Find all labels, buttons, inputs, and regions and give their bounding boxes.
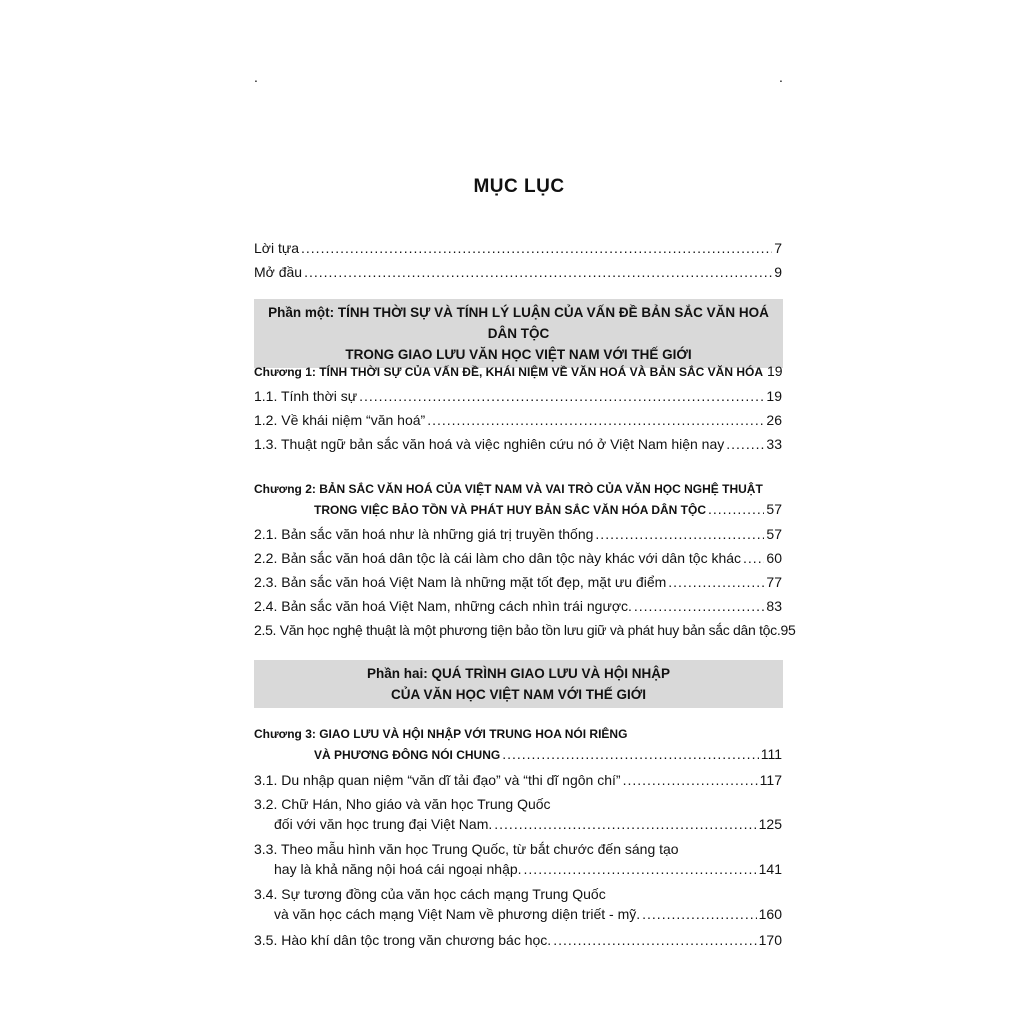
dot-leader <box>502 744 759 764</box>
dot-leader <box>726 434 764 454</box>
toc-entry-2-4[interactable] <box>254 596 782 616</box>
part-two-banner <box>254 660 783 708</box>
toc-entry-2-3[interactable] <box>254 572 782 592</box>
toc-page-number: 111 <box>760 746 782 762</box>
toc-entry-label: 1.3. Thuật ngữ bản sắc văn hoá và việc nghiên cứu nó ở Việt Nam hiện nay <box>254 436 725 452</box>
toc-entry-3-5[interactable] <box>254 930 782 950</box>
dot-leader <box>359 386 764 406</box>
toc-entry-3-4[interactable] <box>254 884 782 924</box>
toc-chapter-2[interactable] <box>254 479 782 519</box>
toc-page-number: 33 <box>766 436 782 452</box>
corner-dot-left: . <box>254 69 258 85</box>
toc-page-number: 141 <box>758 861 782 877</box>
toc-entry-label: 2.4. Bản sắc văn hoá Việt Nam, những cách nhìn trái ngược. <box>254 598 632 614</box>
dot-leader <box>304 262 772 282</box>
dot-leader <box>634 596 765 616</box>
chapter-heading-line2: VÀ PHƯƠNG ĐÔNG NÓI CHUNG <box>314 748 501 762</box>
chapter-heading-line1: Chương 3: GIAO LƯU VÀ HỘI NHẬP VỚI TRUNG HOA NÓI RIÊNG <box>254 727 628 741</box>
toc-entry-label: 2.3. Bản sắc văn hoá Việt Nam là những mặt tốt đẹp, mặt ưu điểm <box>254 574 667 590</box>
toc-entry-label: Lời tựa <box>254 240 300 256</box>
toc-page-number: 160 <box>758 906 782 922</box>
dot-leader <box>301 238 772 258</box>
dot-leader <box>494 814 756 834</box>
toc-entry-3-1[interactable] <box>254 770 782 790</box>
toc-entry-2-5[interactable] <box>254 620 796 640</box>
toc-page-number: 19 <box>767 363 783 379</box>
toc-entry-label-line2: đối với văn học trung đại Việt Nam. <box>274 816 493 832</box>
toc-page-number: 170 <box>758 932 782 948</box>
toc-page-number: 125 <box>758 816 782 832</box>
toc-entry-1-3[interactable] <box>254 434 782 454</box>
dot-leader <box>708 499 764 519</box>
toc-entry-2-1[interactable] <box>254 524 782 544</box>
toc-page-number: 95 <box>780 622 796 638</box>
toc-page-number: 77 <box>766 574 782 590</box>
toc-page-number: 83 <box>766 598 782 614</box>
chapter-heading-line1: Chương 2: BẢN SẮC VĂN HOÁ CỦA VIỆT NAM VÀ VAI TRÒ CỦA VĂN HỌC NGHỆ THUẬT <box>254 482 763 496</box>
toc-entry-label-line1: 3.2. Chữ Hán, Nho giáo và văn học Trung Quốc <box>254 796 551 812</box>
dot-leader <box>642 904 757 924</box>
toc-entry-label: Mở đầu <box>254 264 303 280</box>
toc-entry-label-line2: và văn học cách mạng Việt Nam về phương diện triết - mỹ. <box>274 906 641 922</box>
dot-leader <box>743 548 764 568</box>
dot-leader <box>668 572 764 592</box>
toc-entry-label-line1: 3.4. Sự tương đồng của văn học cách mạng Trung Quốc <box>254 886 606 902</box>
toc-entry-1-2[interactable] <box>254 410 782 430</box>
toc-entry-3-2[interactable] <box>254 794 782 834</box>
toc-entry-label: 1.1. Tính thời sự <box>254 388 358 404</box>
toc-page-number: 117 <box>759 772 782 788</box>
toc-entry-label: 2.2. Bản sắc văn hoá dân tộc là cái làm cho dân tộc này khác với dân tộc khác <box>254 550 742 566</box>
toc-page-number: 57 <box>766 526 782 542</box>
corner-dot-right: . <box>779 69 783 85</box>
toc-chapter-3[interactable] <box>254 724 782 764</box>
toc-entry-1-1[interactable] <box>254 386 782 406</box>
part-one-heading-line1: Phần một: TÍNH THỜI SỰ VÀ TÍNH LÝ LUẬN CỦA VẤN ĐỀ BẢN SẮC VĂN HOÁ DÂN TỘC <box>268 305 769 341</box>
chapter-heading: Chương 1: TÍNH THỜI SỰ CỦA VẤN ĐỀ, KHÁI NIỆM VỀ VĂN HOÁ VÀ BẢN SẮC VĂN HÓA <box>254 365 763 379</box>
page-title: MỤC LỤC <box>473 176 565 197</box>
dot-leader <box>524 859 757 879</box>
toc-page-number: 60 <box>766 550 782 566</box>
toc-entry-label: 3.1. Du nhập quan niệm “văn dĩ tải đạo” và “thi dĩ ngôn chí” <box>254 772 621 788</box>
dot-leader <box>595 524 764 544</box>
toc-entry-label: 2.5. Văn học nghệ thuật là một phương tiện bảo tồn lưu giữ và phát huy bản sắc dân tộc. <box>254 622 781 638</box>
part-one-heading-line2: TRONG GIAO LƯU VĂN HỌC VIỆT NAM VỚI THẾ GIỚI <box>345 347 692 362</box>
toc-page-number: 9 <box>774 264 782 280</box>
part-two-heading-line2: CỦA VĂN HỌC VIỆT NAM VỚI THẾ GIỚI <box>390 687 647 702</box>
part-one-banner <box>254 299 783 368</box>
toc-entry-label-line2: hay là khả năng nội hoá cái ngoại nhập. <box>274 861 522 877</box>
toc-page-number: 7 <box>774 240 782 256</box>
dot-leader <box>553 930 756 950</box>
toc-chapter-1[interactable] <box>254 361 782 381</box>
toc-entry-3-3[interactable] <box>254 839 782 879</box>
toc-entry-mo-dau[interactable] <box>254 262 782 282</box>
toc-entry-label: 2.1. Bản sắc văn hoá như là những giá trị truyền thống <box>254 526 594 542</box>
chapter-heading-line2: TRONG VIỆC BẢO TỒN VÀ PHÁT HUY BẢN SẮC VĂN HÓA DÂN TỘC <box>314 503 707 517</box>
toc-page-number: 19 <box>766 388 782 404</box>
toc-entry-label-line1: 3.3. Theo mẫu hình văn học Trung Quốc, từ bắt chước đến sáng tạo <box>254 841 679 857</box>
toc-entry-label: 3.5. Hào khí dân tộc trong văn chương bác học. <box>254 932 552 948</box>
part-two-heading-line1: Phần hai: QUÁ TRÌNH GIAO LƯU VÀ HỘI NHẬP <box>367 666 670 681</box>
toc-page-number: 26 <box>766 412 782 428</box>
toc-page-number: 57 <box>766 501 782 517</box>
dot-leader <box>623 770 758 790</box>
dot-leader <box>427 410 764 430</box>
toc-entry-label: 1.2. Về khái niệm “văn hoá” <box>254 412 426 428</box>
toc-entry-2-2[interactable] <box>254 548 782 568</box>
toc-entry-loi-tua[interactable] <box>254 238 782 258</box>
